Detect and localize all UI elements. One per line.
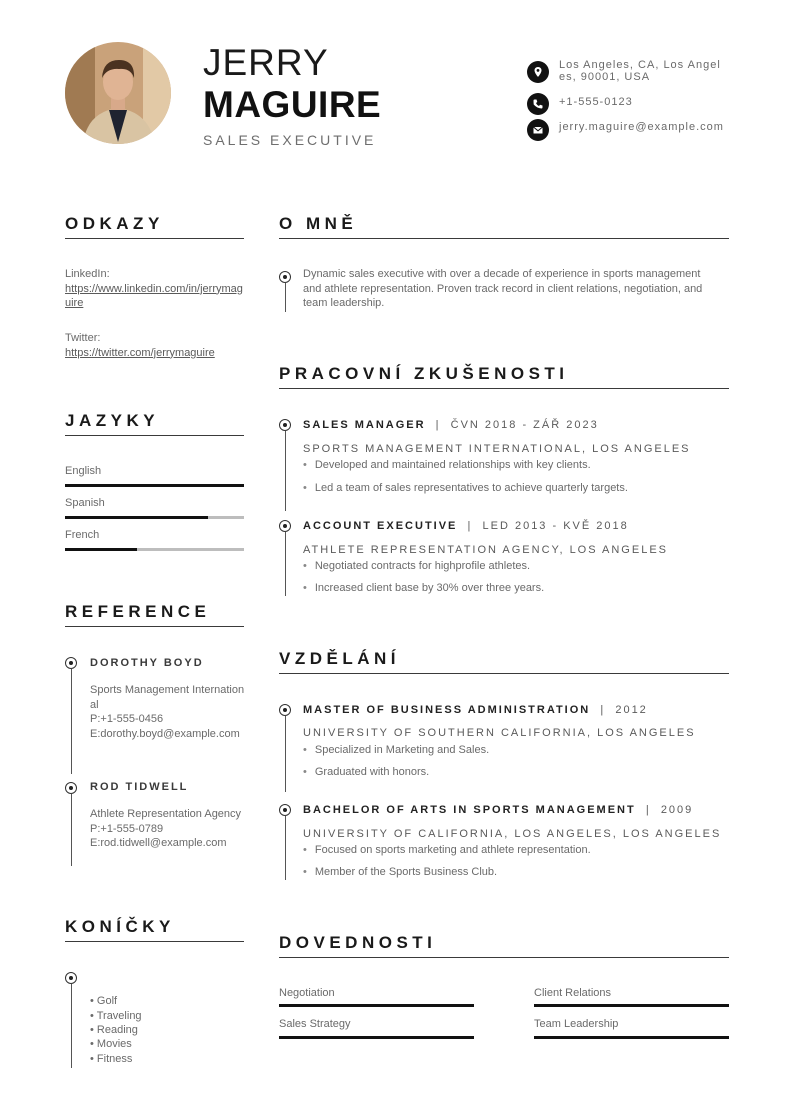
job-company: SPORTS MANAGEMENT INTERNATIONAL, LOS ANGELES	[303, 443, 691, 455]
skills-heading: DOVEDNOSTI	[279, 933, 437, 952]
email-text[interactable]: jerry.maguire@example.com	[559, 121, 724, 133]
skill-label: Negotiation	[279, 987, 335, 999]
links-heading: ODKAZY	[65, 214, 164, 233]
job-company: ATHLETE REPRESENTATION AGENCY, LOS ANGELES	[303, 544, 668, 556]
location-pin-icon	[527, 61, 549, 83]
language-french-bar	[65, 548, 244, 551]
about-rule	[279, 238, 729, 239]
education-heading-line: MASTER OF BUSINESS ADMINISTRATION | 2012	[303, 704, 648, 716]
timeline-dot-icon	[65, 782, 77, 794]
profile-photo	[65, 42, 171, 144]
envelope-icon	[527, 119, 549, 141]
timeline-line	[285, 283, 286, 312]
timeline-line	[285, 431, 286, 511]
twitter-label: Twitter:	[65, 332, 101, 344]
first-name: JERRY	[203, 42, 329, 83]
hobby-item: • Golf	[90, 995, 117, 1007]
hobby-item: • Reading	[90, 1024, 138, 1036]
reference-phone: P:+1-555-0456	[90, 713, 164, 725]
job-heading: ACCOUNT EXECUTIVE | LED 2013 - KVĚ 2018	[303, 520, 629, 532]
job-dates: ČVN 2018 - ZÁŘ 2023	[450, 419, 599, 431]
reference-email: E:rod.tidwell@example.com	[90, 837, 227, 849]
last-name: MAGUIRE	[203, 84, 382, 125]
skill-label: Client Relations	[534, 987, 612, 999]
degree-year: 2012	[615, 704, 648, 716]
language-english-bar	[65, 484, 244, 487]
degree: MASTER OF BUSINESS ADMINISTRATION	[303, 704, 591, 716]
reference-details	[90, 807, 250, 851]
skill-label: Team Leadership	[534, 1018, 619, 1030]
education-bullet: • Specialized in Marketing and Sales.	[303, 744, 489, 756]
education-heading-line: BACHELOR OF ARTS IN SPORTS MANAGEMENT | 2009	[303, 804, 694, 816]
education-rule	[279, 673, 729, 674]
language-spanish-label: Spanish	[65, 497, 105, 509]
timeline-line	[71, 984, 72, 1068]
hobby-item: • Fitness	[90, 1053, 132, 1065]
job-bullet: • Developed and maintained relationships with key clients.	[303, 459, 591, 471]
reference-phone: P:+1-555-0789	[90, 822, 164, 835]
language-spanish-bar	[65, 516, 244, 519]
education-heading: VZDĚLÁNÍ	[279, 649, 400, 668]
hobbies-heading: KONÍČKY	[65, 917, 175, 936]
education-bullet: • Focused on sports marketing and athlete representation.	[303, 844, 591, 856]
experience-rule	[279, 388, 729, 389]
job-bullet: • Led a team of sales representatives to achieve quarterly targets.	[303, 482, 628, 494]
languages-heading: JAZYKY	[65, 411, 160, 430]
skills-rule	[279, 957, 729, 958]
timeline-line	[71, 669, 72, 774]
phone-icon	[527, 93, 549, 115]
references-heading: REFERENCE	[65, 602, 211, 621]
job-bullet: • Increased client base by 30% over three years.	[303, 582, 544, 594]
languages-rule	[65, 435, 244, 436]
hobbies-rule	[65, 941, 244, 942]
job-dates: LED 2013 - KVĚ 2018	[482, 520, 629, 532]
linkedin-entry	[65, 267, 247, 311]
contact-address	[527, 61, 724, 83]
skill-bar	[534, 1036, 729, 1039]
skill-bar	[279, 1004, 474, 1007]
school-name: UNIVERSITY OF CALIFORNIA, LOS ANGELES, LOS ANGELES	[303, 828, 722, 840]
timeline-line	[71, 794, 72, 866]
reference-org: Sports Management International	[90, 684, 245, 711]
timeline-dot-icon	[279, 419, 291, 431]
contact-phone	[527, 93, 724, 115]
job-bullet: • Negotiated contracts for highprofile athletes.	[303, 560, 530, 572]
education-bullet: • Graduated with honors.	[303, 766, 429, 778]
language-french-label: French	[65, 529, 100, 541]
experience-heading: PRACOVNÍ ZKUŠENOSTI	[279, 364, 569, 383]
language-english-label: English	[65, 465, 102, 477]
timeline-line	[285, 716, 286, 792]
timeline-dot-icon	[65, 657, 77, 669]
job-title: SALES EXECUTIVE	[203, 132, 377, 148]
reference-email: E:dorothy.boyd@example.com	[90, 727, 240, 740]
education-bullet: • Member of the Sports Business Club.	[303, 866, 497, 878]
address-text: Los Angeles, CA, Los Angeles, 90001, USA	[559, 59, 721, 83]
links-rule	[65, 238, 244, 239]
reference-org: Athlete Representation Agency	[90, 808, 242, 820]
about-text: Dynamic sales executive with over a decade of experience in sports management and athlete representation. Proven track record in client relations, negotiation, and team leadership.	[303, 268, 703, 309]
phone-text: +1-555-0123	[559, 96, 633, 108]
about-heading: O MNĚ	[279, 214, 358, 233]
linkedin-link[interactable]: https://www.linkedin.com/in/jerrymaguire	[65, 282, 243, 309]
timeline-dot-icon	[279, 704, 291, 716]
timeline-dot-icon	[279, 520, 291, 532]
contact-email	[527, 119, 724, 141]
references-rule	[65, 626, 244, 627]
job-role: ACCOUNT EXECUTIVE	[303, 520, 458, 532]
timeline-dot-icon	[279, 271, 291, 283]
twitter-entry	[65, 331, 247, 360]
reference-name: DOROTHY BOYD	[90, 657, 204, 669]
timeline-dot-icon	[279, 804, 291, 816]
timeline-line	[285, 816, 286, 880]
skill-bar	[534, 1004, 729, 1007]
twitter-link[interactable]: https://twitter.com/jerrymaguire	[65, 346, 215, 359]
job-heading: SALES MANAGER | ČVN 2018 - ZÁŘ 2023	[303, 419, 599, 431]
reference-name: ROD TIDWELL	[90, 781, 189, 793]
skill-bar	[279, 1036, 474, 1039]
degree: BACHELOR OF ARTS IN SPORTS MANAGEMENT	[303, 804, 636, 816]
reference-details	[90, 683, 250, 741]
linkedin-label: LinkedIn:	[65, 268, 110, 280]
hobby-item: • Movies	[90, 1038, 132, 1050]
job-role: SALES MANAGER	[303, 419, 426, 431]
timeline-dot-icon	[65, 972, 77, 984]
skill-label: Sales Strategy	[279, 1018, 351, 1030]
hobby-item: • Traveling	[90, 1010, 142, 1022]
degree-year: 2009	[660, 804, 694, 816]
school-name: UNIVERSITY OF SOUTHERN CALIFORNIA, LOS ANGELES	[303, 727, 696, 739]
timeline-line	[285, 532, 286, 596]
